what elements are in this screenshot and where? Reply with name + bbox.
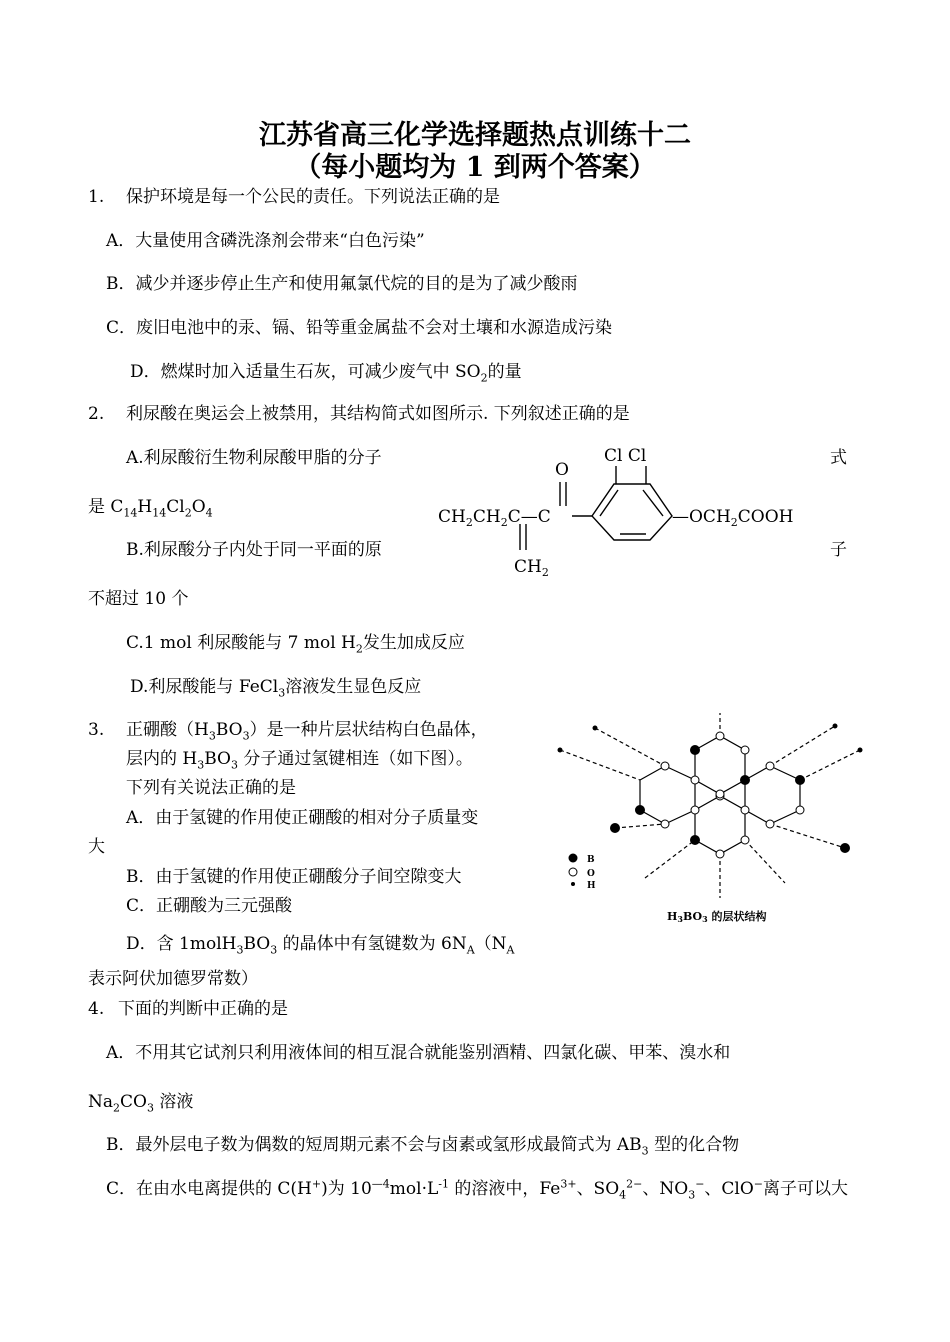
carbonyl-o-label: O <box>555 460 569 480</box>
q2-stem: 利尿酸在奥运会上被禁用，其结构简式如图所示. 下列叙述正确的是 <box>126 404 630 424</box>
q3-stem-line3: 下列有关说法正确的是 <box>126 778 296 798</box>
q4-option-a: A．不用其它试剂只利用液体间的相互混合就能鉴别酒精、四氯化碳、甲苯、溴水和 <box>106 1043 731 1063</box>
methylene-label: $CH_2$ <box>514 557 549 579</box>
q1-option-b: B．减少并逐步停止生产和使用氟氯代烷的目的是为了减少酸雨 <box>106 274 578 294</box>
q3-number: 3. <box>88 720 105 740</box>
legend-o: O <box>587 869 595 879</box>
q1-stem: 保护环境是每一个公民的责任。下列说法正确的是 <box>126 187 500 207</box>
q3-stem-line1: 正硼酸$(H_3BO_3)$是一种片层状结构白色晶体， <box>126 720 488 743</box>
legend-h: H <box>587 881 596 891</box>
q1-option-c: C．废旧电池中的汞、镉、铅等重金属盐不会对土壤和水源造成污染 <box>106 318 613 338</box>
etacrynic-acid-structure <box>432 440 812 580</box>
boric-acid-layer-figure <box>555 708 865 933</box>
q2-option-c: C.1 mol 利尿酸能与 7 mol $H_2$发生加成反应 <box>126 633 465 656</box>
q1-option-d: D．燃煤时加入适量生石灰，可减少废气中 $SO_2$的量 <box>130 362 522 385</box>
q3-option-d: D．含 $1molH_3BO_3$ 的晶体中有氢键数为 $6N_A(N_A$ <box>126 934 515 957</box>
q4-stem: 下面的判断中正确的是 <box>118 999 288 1019</box>
figure-caption: H3BO3 的层状结构 <box>667 910 767 924</box>
q2-option-a: A.利尿酸衍生物利尿酸甲脂的分子 <box>126 448 382 468</box>
left-chain-label: $CH_2CH_2C—C$ <box>438 507 551 529</box>
q3-stem-line2: 层内的 $H_3BO_3$ 分子通过氢键相连（如下图）。 <box>126 749 473 772</box>
q4-option-a-cont: $Na_2CO_3$ 溶液 <box>88 1092 194 1115</box>
q3-option-a-cont: 大 <box>88 837 105 857</box>
q3-option-c: C．正硼酸为三元强酸 <box>126 896 293 916</box>
q3-option-a: A．由于氢键的作用使正硼酸的相对分子质量变 <box>126 808 479 828</box>
hexagon-center <box>695 796 745 854</box>
q4-option-b: B．最外层电子数为偶数的短周期元素不会与卤素或氢形成最简式为 $AB_3$ 型的化合物 <box>106 1135 740 1158</box>
q2-number: 2. <box>88 404 105 424</box>
cl-label: Cl Cl <box>604 446 647 466</box>
q1-number: 1. <box>88 187 105 207</box>
q2-option-b-end: 子 <box>830 540 847 560</box>
q2-option-b-cont: 不超过 10 个 <box>88 589 189 609</box>
q2-option-a-formula: 是 $C_{14}H_{14}Cl_2O_4$ <box>88 497 213 520</box>
hexagon-top <box>695 736 745 794</box>
q4-number: 4. <box>88 999 105 1019</box>
page-title: 江苏省高三化学选择题热点训练十二 <box>259 120 691 151</box>
q1-option-a: A．大量使用含磷洗涤剂会带来“白色污染” <box>106 231 425 251</box>
q3-option-d-cont: 表示阿伏加德罗常数） <box>88 969 258 989</box>
q2-option-a-end: 式 <box>830 448 847 468</box>
page-subtitle: （每小题均为 1 到两个答案） <box>294 152 656 183</box>
hexagon-left <box>640 766 695 824</box>
q4-option-c: C．在由水电离提供的 C(H+)为 $10^{—4}mol\cdot L^{-1}$ 的溶液中，$Fe^{3+}$、$SO_4^{2-}$、$NO_3^-$、ClO−离子可以大 <box>106 1177 849 1202</box>
figure-legend <box>569 854 597 892</box>
q3-option-b: B．由于氢键的作用使正硼酸分子间空隙变大 <box>126 867 462 887</box>
q2-option-d: D.利尿酸能与 FeCl$_3$溶液发生显色反应 <box>130 677 422 700</box>
legend-b: B <box>587 855 595 865</box>
q2-option-b: B.利尿酸分子内处于同一平面的原 <box>126 540 382 560</box>
right-chain-label: $—OCH_2COOH$ <box>672 507 794 529</box>
hexagon-right <box>745 766 800 824</box>
